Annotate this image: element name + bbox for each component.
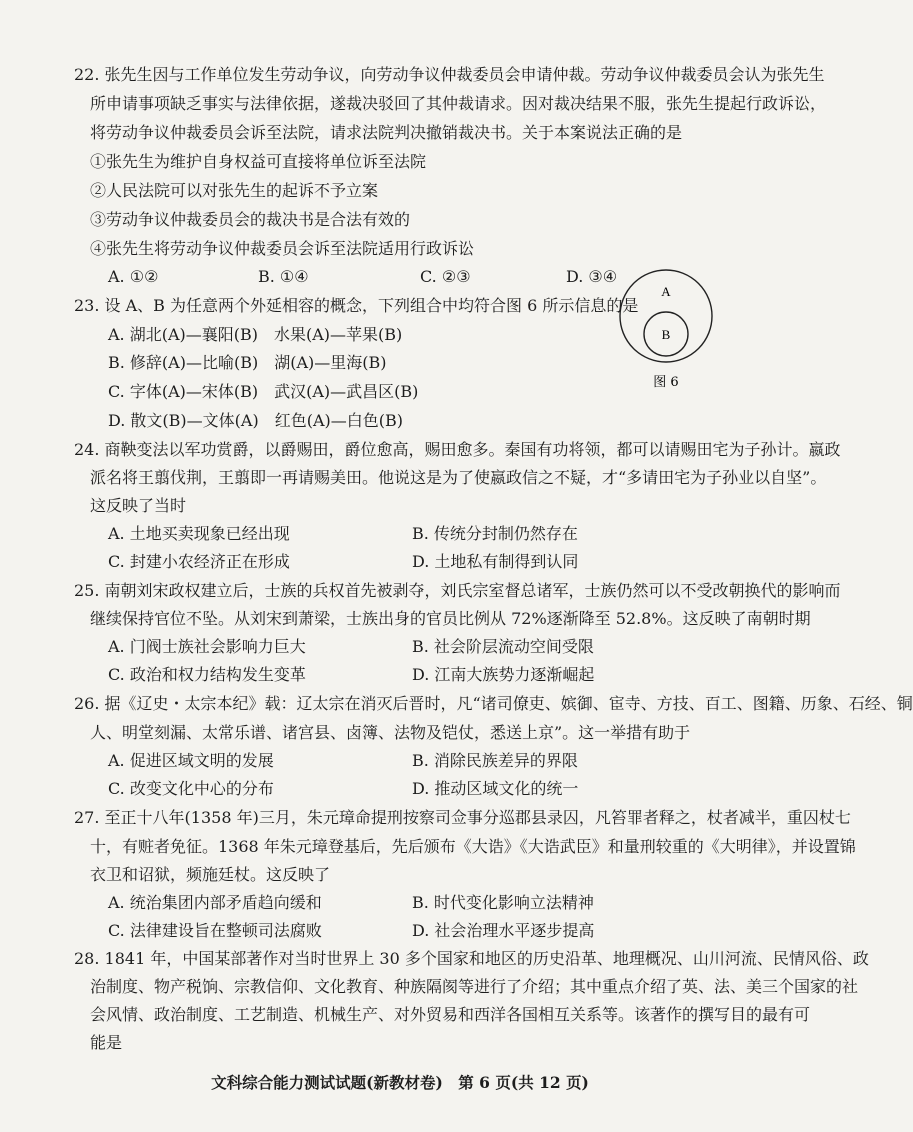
question-22-statement: ②人民法院可以对张先生的起诉不予立案 [90, 181, 379, 200]
question-22-statement: ①张先生为维护自身权益可直接将单位诉至法院 [90, 152, 427, 171]
option-a: A. 统治集团内部矛盾趋向缓和 [108, 893, 322, 912]
option-b: B. ①④ [258, 267, 309, 286]
question-23-stem: 23. 设 A、B 为任意两个外延相容的概念，下列组合中均符合图 6 所示信息的是 [74, 296, 639, 315]
question-28-line: 会风情、政治制度、工艺制造、机械生产、对外贸易和西洋各国相互关系等。该著作的撰写目的最有可 [90, 1005, 811, 1024]
question-28-line: 能是 [90, 1033, 123, 1052]
option-c: C. 政治和权力结构发生变革 [108, 665, 306, 684]
question-27-line: 27. 至正十八年(1358 年)三月，朱元璋命提刑按察司佥事分巡郡县录囚，凡笞罪者释之，杖者减半，重囚杖七 [74, 808, 851, 827]
question-27-line: 衣卫和诏狱，频施廷杖。这反映了 [90, 865, 331, 884]
option-a: A. ①② [108, 267, 159, 286]
question-22-line: 22. 张先生因与工作单位发生劳动争议，向劳动争议仲裁委员会申请仲裁。劳动争议仲裁委员会认为张先生 [74, 65, 825, 84]
question-26-line: 人、明堂刻漏、太常乐谱、诸宫县、卤簿、法物及铠仗，悉送上京”。这一举措有助于 [90, 723, 691, 742]
option-b: B. 传统分封制仍然存在 [412, 524, 578, 543]
option-a: A. 湖北(A)—襄阳(B) 水果(A)—苹果(B) [108, 325, 403, 344]
option-c: C. 改变文化中心的分布 [108, 779, 274, 798]
question-28-line: 28. 1841 年，中国某部著作对当时世界上 30 多个国家和地区的历史沿革、地理概况、山川河流、民情风俗、政 [74, 949, 869, 968]
option-a: A. 土地买卖现象已经出现 [108, 524, 290, 543]
option-b: B. 社会阶层流动空间受限 [412, 637, 594, 656]
option-c: C. 字体(A)—宋体(B) 武汉(A)—武昌区(B) [108, 382, 419, 401]
question-25-line: 继续保持官位不坠。从刘宋到萧梁，士族出身的官员比例从 72%逐渐降至 52.8%。这反映了南朝时期 [90, 609, 811, 628]
option-d: D. 土地私有制得到认同 [412, 552, 579, 571]
question-28-line: 治制度、物产税饷、宗教信仰、文化教育、种族隔阂等进行了介绍；其中重点介绍了英、法、美三个国家的社 [90, 977, 859, 996]
option-b: B. 消除民族差异的界限 [412, 751, 578, 770]
question-27-line: 十，有赃者免征。1368 年朱元璋登基后，先后颁布《大诰》《大诰武臣》和量刑较重的《大明律》，并设置锦 [90, 837, 856, 856]
page-footer: 文科综合能力测试试题(新教材卷) 第 6 页(共 12 页) [211, 1073, 589, 1092]
question-22-line: 将劳动争议仲裁委员会诉至法院，请求法院判决撤销裁决书。关于本案说法正确的是 [90, 123, 683, 142]
option-a: A. 门阀士族社会影响力巨大 [108, 637, 306, 656]
question-24-line: 24. 商鞅变法以军功赏爵，以爵赐田，爵位愈高，赐田愈多。秦国有功将领，都可以请赐田宅为子孙计。嬴政 [74, 440, 841, 459]
option-d: D. ③④ [566, 267, 618, 286]
option-a: A. 促进区域文明的发展 [108, 751, 274, 770]
figure-6 [608, 268, 724, 398]
question-22-statement: ④张先生将劳动争议仲裁委员会诉至法院适用行政诉讼 [90, 239, 475, 258]
option-b: B. 时代变化影响立法精神 [412, 893, 594, 912]
option-d: D. 散文(B)—文体(A) 红色(A)—白色(B) [108, 411, 403, 430]
question-26-line: 26. 据《辽史・太宗本纪》载：辽太宗在消灭后晋时，凡“诸司僚吏、嫔御、宦寺、方技、百工、图籍、历象、石经、铜 [74, 694, 913, 713]
option-c: C. 法律建设旨在整顿司法腐败 [108, 921, 322, 940]
outer-circle-label: A [661, 284, 671, 299]
question-24-line: 派名将王翦伐荆，王翦即一再请赐美田。他说这是为了使嬴政信之不疑，才“多请田宅为子孙业以自坚”。 [90, 468, 827, 487]
question-25-line: 25. 南朝刘宋政权建立后，士族的兵权首先被剥夺，刘氏宗室督总诸军，士族仍然可以不受改朝换代的影响而 [74, 581, 841, 600]
concept-circle-diagram [608, 268, 724, 398]
question-22-line: 所申请事项缺乏事实与法律依据，遂裁决驳回了其仲裁请求。因对裁决结果不服，张先生提起行政诉讼， [90, 94, 827, 113]
figure-caption: 图 6 [653, 375, 679, 390]
question-22-statement: ③劳动争议仲裁委员会的裁决书是合法有效的 [90, 210, 411, 229]
option-c: C. ②③ [420, 267, 471, 286]
option-d: D. 社会治理水平逐步提高 [412, 921, 595, 940]
inner-circle-label: B [661, 327, 671, 342]
option-d: D. 推动区域文化的统一 [412, 779, 579, 798]
question-24-line: 这反映了当时 [90, 496, 187, 515]
option-b: B. 修辞(A)—比喻(B) 湖(A)—里海(B) [108, 353, 387, 372]
option-c: C. 封建小农经济正在形成 [108, 552, 290, 571]
option-d: D. 江南大族势力逐渐崛起 [412, 665, 595, 684]
